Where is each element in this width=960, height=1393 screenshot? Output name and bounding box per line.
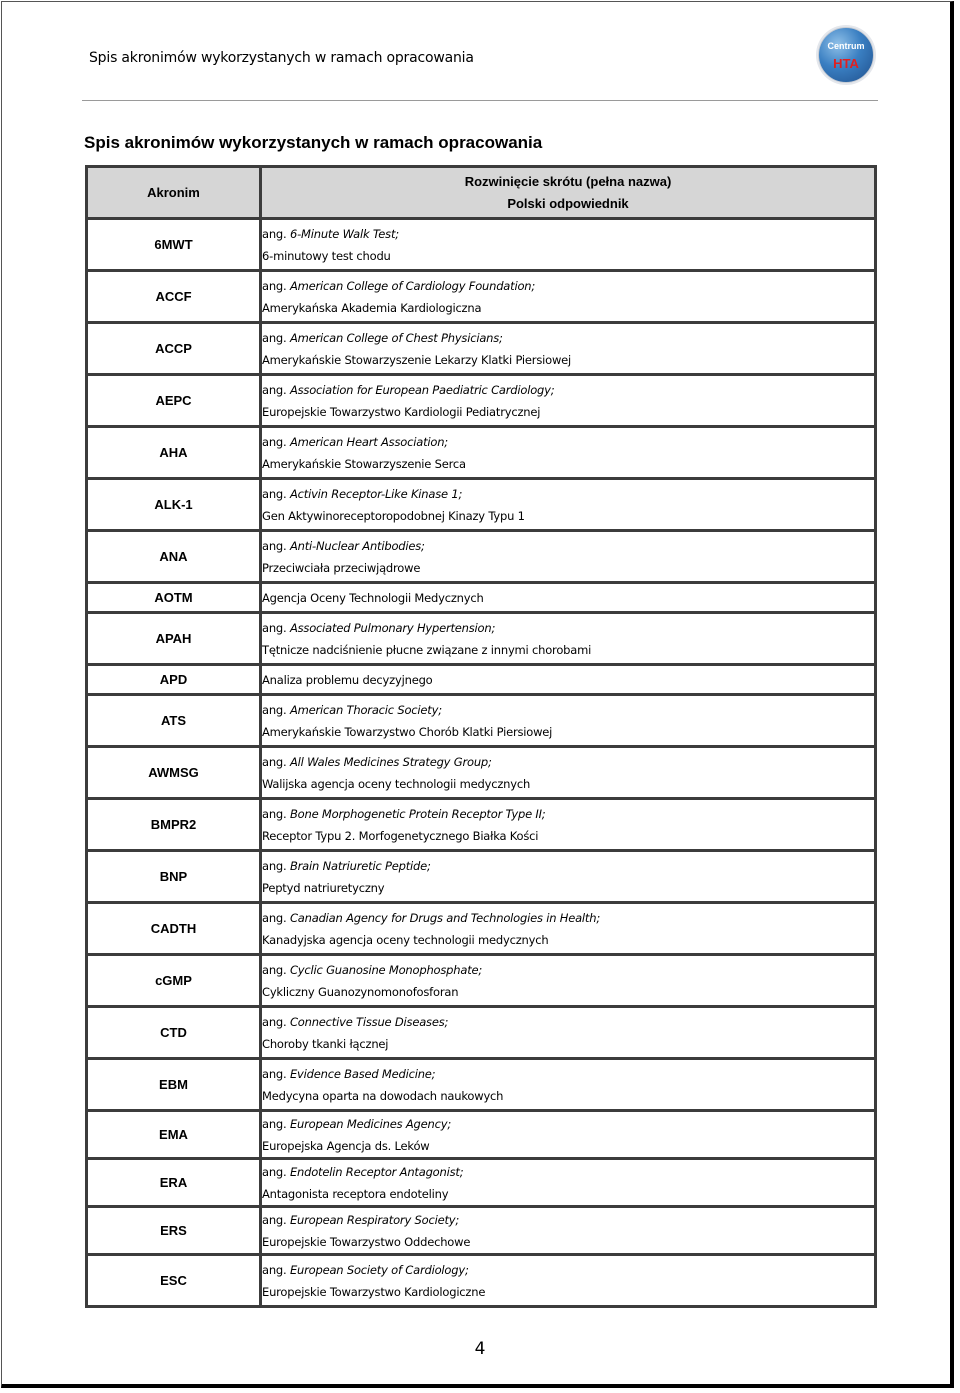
polish-name: Antagonista receptora endoteliny — [262, 1186, 449, 1201]
language-prefix: ang. — [262, 702, 287, 717]
acronym-column-header: Akronim — [87, 167, 261, 219]
english-name-line — [262, 483, 874, 505]
english-name: Canadian Agency for Drugs and Technologies in Health; — [289, 910, 600, 925]
polish-name: Amerykańskie Stowarzyszenie Lekarzy Klatki Piersiowej — [262, 352, 572, 367]
language-prefix: ang. — [262, 226, 287, 241]
acronym-cell: EMA — [87, 1111, 261, 1159]
expansion-cell — [261, 531, 876, 583]
english-name: American Heart Association; — [289, 434, 448, 449]
table-row — [87, 583, 876, 613]
english-name: Endotelin Receptor Antagonist; — [289, 1164, 464, 1179]
language-prefix: ang. — [262, 1212, 287, 1227]
expansion-cell — [261, 375, 876, 427]
english-name-line — [262, 751, 874, 773]
expansion-cell — [261, 219, 876, 271]
english-name-line — [262, 617, 874, 639]
polish-name: Cykliczny Guanozynomonofosforan — [262, 984, 459, 999]
logo-text-top: Centrum — [827, 41, 865, 51]
polish-name: Amerykańska Akademia Kardiologiczna — [262, 300, 482, 315]
polish-name: Peptyd natriuretyczny — [262, 880, 385, 895]
document-title: Spis akronimów wykorzystanych w ramach opracowania — [84, 133, 543, 152]
english-name-line — [262, 1259, 874, 1281]
english-name-line — [262, 1011, 874, 1033]
english-name: 6-Minute Walk Test; — [289, 226, 399, 241]
language-prefix: ang. — [262, 620, 287, 635]
polish-name: Choroby tkanki łącznej — [262, 1036, 389, 1051]
polish-name: Agencja Oceny Technologii Medycznych — [262, 590, 484, 605]
language-prefix: ang. — [262, 538, 287, 553]
acronym-cell: ERS — [87, 1207, 261, 1255]
english-name-line — [262, 535, 874, 557]
acronym-cell: CADTH — [87, 903, 261, 955]
expansion-cell — [261, 1007, 876, 1059]
polish-name: Gen Aktywinoreceptoropodobnej Kinazy Typu 1 — [262, 508, 525, 523]
english-name: American College of Chest Physicians; — [289, 330, 503, 345]
logo-text-bottom: HTA — [833, 56, 859, 71]
table-row — [87, 903, 876, 955]
table-row — [87, 613, 876, 665]
polish-name: Walijska agencja oceny technologii medycznych — [262, 776, 531, 791]
english-name-line — [262, 959, 874, 981]
expansion-cell — [261, 1059, 876, 1111]
expansion-cell — [261, 851, 876, 903]
english-name: Connective Tissue Diseases; — [289, 1014, 449, 1029]
language-prefix: ang. — [262, 858, 287, 873]
acronym-cell: ANA — [87, 531, 261, 583]
english-name-line — [262, 803, 874, 825]
expansion-cell — [261, 1111, 876, 1159]
language-prefix: ang. — [262, 1116, 287, 1131]
english-name: Anti-Nuclear Antibodies; — [289, 538, 425, 553]
acronym-cell: CTD — [87, 1007, 261, 1059]
centrum-hta-logo — [818, 27, 874, 83]
expansion-cell — [261, 903, 876, 955]
english-name: Bone Morphogenetic Protein Receptor Type II; — [289, 806, 546, 821]
acronym-table — [85, 165, 877, 1308]
polish-name: Europejska Agencja ds. Leków — [262, 1138, 430, 1153]
english-name-line — [262, 699, 874, 721]
polish-name: Amerykańskie Towarzystwo Chorób Klatki Piersiowej — [262, 724, 553, 739]
language-prefix: ang. — [262, 278, 287, 293]
english-name-line — [262, 431, 874, 453]
acronym-cell: AOTM — [87, 583, 261, 613]
language-prefix: ang. — [262, 382, 287, 397]
acronym-cell: ACCP — [87, 323, 261, 375]
running-header-title: Spis akronimów wykorzystanych w ramach opracowania — [89, 50, 474, 66]
english-name-line — [262, 379, 874, 401]
english-name: Associated Pulmonary Hypertension; — [289, 620, 496, 635]
english-name: All Wales Medicines Strategy Group; — [289, 754, 492, 769]
table-row — [87, 323, 876, 375]
expansion-cell — [261, 955, 876, 1007]
expansion-cell — [261, 427, 876, 479]
table-row — [87, 1111, 876, 1159]
polish-name: Europejskie Towarzystwo Kardiologii Pediatrycznej — [262, 404, 541, 419]
table-row — [87, 479, 876, 531]
acronym-cell: ATS — [87, 695, 261, 747]
acronym-cell: cGMP — [87, 955, 261, 1007]
acronym-cell: APAH — [87, 613, 261, 665]
language-prefix: ang. — [262, 754, 287, 769]
table-row — [87, 1007, 876, 1059]
table-row — [87, 1207, 876, 1255]
table-row — [87, 1255, 876, 1307]
english-name-line — [262, 1113, 874, 1135]
english-name-line — [262, 1161, 874, 1183]
expansion-cell — [261, 323, 876, 375]
english-name: European Respiratory Society; — [289, 1212, 460, 1227]
english-name: Evidence Based Medicine; — [289, 1066, 436, 1081]
polish-name: Receptor Typu 2. Morfogenetycznego Białka Kości — [262, 828, 539, 843]
table-row — [87, 851, 876, 903]
english-name: European Society of Cardiology; — [289, 1262, 469, 1277]
english-name-line — [262, 327, 874, 349]
table-row — [87, 219, 876, 271]
acronym-cell: ACCF — [87, 271, 261, 323]
english-name: Cyclic Guanosine Monophosphate; — [289, 962, 483, 977]
language-prefix: ang. — [262, 1164, 287, 1179]
english-name: American Thoracic Society; — [289, 702, 442, 717]
expansion-header-line2: Polski odpowiednik — [507, 195, 629, 211]
expansion-cell — [261, 583, 876, 613]
acronym-cell: ERA — [87, 1159, 261, 1207]
expansion-cell — [261, 665, 876, 695]
expansion-cell — [261, 1159, 876, 1207]
table-row — [87, 747, 876, 799]
expansion-cell — [261, 613, 876, 665]
english-name-line — [262, 907, 874, 929]
english-name: Association for European Paediatric Cardiology; — [289, 382, 555, 397]
language-prefix: ang. — [262, 434, 287, 449]
polish-name: Tętnicze nadciśnienie płucne związane z innymi chorobami — [262, 642, 592, 657]
table-row — [87, 665, 876, 695]
english-name: Brain Natriuretic Peptide; — [289, 858, 431, 873]
polish-name: 6-minutowy test chodu — [262, 248, 391, 263]
english-name-line — [262, 855, 874, 877]
expansion-cell — [261, 695, 876, 747]
page-number: 4 — [474, 1339, 486, 1359]
language-prefix: ang. — [262, 1262, 287, 1277]
expansion-cell — [261, 1255, 876, 1307]
polish-name: Amerykańskie Stowarzyszenie Serca — [262, 456, 466, 471]
acronym-cell: 6MWT — [87, 219, 261, 271]
language-prefix: ang. — [262, 486, 287, 501]
table-row — [87, 955, 876, 1007]
acronym-cell: ESC — [87, 1255, 261, 1307]
language-prefix: ang. — [262, 910, 287, 925]
english-name-line — [262, 1063, 874, 1085]
expansion-cell — [261, 747, 876, 799]
english-name-line — [262, 1209, 874, 1231]
language-prefix: ang. — [262, 962, 287, 977]
expansion-header-line1: Rozwinięcie skrótu (pełna nazwa) — [464, 173, 672, 189]
expansion-cell — [261, 271, 876, 323]
expansion-cell — [261, 479, 876, 531]
english-name: American College of Cardiology Foundation; — [289, 278, 536, 293]
polish-name: Kanadyjska agencja oceny technologii medycznych — [262, 932, 549, 947]
table-row — [87, 695, 876, 747]
polish-name: Analiza problemu decyzyjnego — [262, 672, 433, 687]
expansion-cell — [261, 799, 876, 851]
acronym-cell: AEPC — [87, 375, 261, 427]
english-name: European Medicines Agency; — [289, 1116, 452, 1131]
english-name-line — [262, 223, 874, 245]
table-row — [87, 375, 876, 427]
polish-name: Medycyna oparta na dowodach naukowych — [262, 1088, 504, 1103]
language-prefix: ang. — [262, 1014, 287, 1029]
language-prefix: ang. — [262, 330, 287, 345]
acronym-cell: BMPR2 — [87, 799, 261, 851]
expansion-column-header — [261, 167, 876, 219]
table-row — [87, 531, 876, 583]
acronym-cell: EBM — [87, 1059, 261, 1111]
acronym-cell: AHA — [87, 427, 261, 479]
english-name-line — [262, 275, 874, 297]
expansion-cell — [261, 1207, 876, 1255]
polish-name: Europejskie Towarzystwo Oddechowe — [262, 1234, 471, 1249]
table-row — [87, 1159, 876, 1207]
header-divider — [82, 100, 878, 101]
language-prefix: ang. — [262, 806, 287, 821]
table-header-row — [87, 167, 876, 219]
table-row — [87, 271, 876, 323]
language-prefix: ang. — [262, 1066, 287, 1081]
english-name: Activin Receptor-Like Kinase 1; — [289, 486, 463, 501]
table-row — [87, 799, 876, 851]
acronym-cell: ALK-1 — [87, 479, 261, 531]
table-row — [87, 1059, 876, 1111]
table-row — [87, 427, 876, 479]
acronym-cell: BNP — [87, 851, 261, 903]
acronym-cell: AWMSG — [87, 747, 261, 799]
acronym-cell: APD — [87, 665, 261, 695]
polish-name: Przeciwciała przeciwjądrowe — [262, 560, 421, 575]
polish-name: Europejskie Towarzystwo Kardiologiczne — [262, 1284, 486, 1299]
